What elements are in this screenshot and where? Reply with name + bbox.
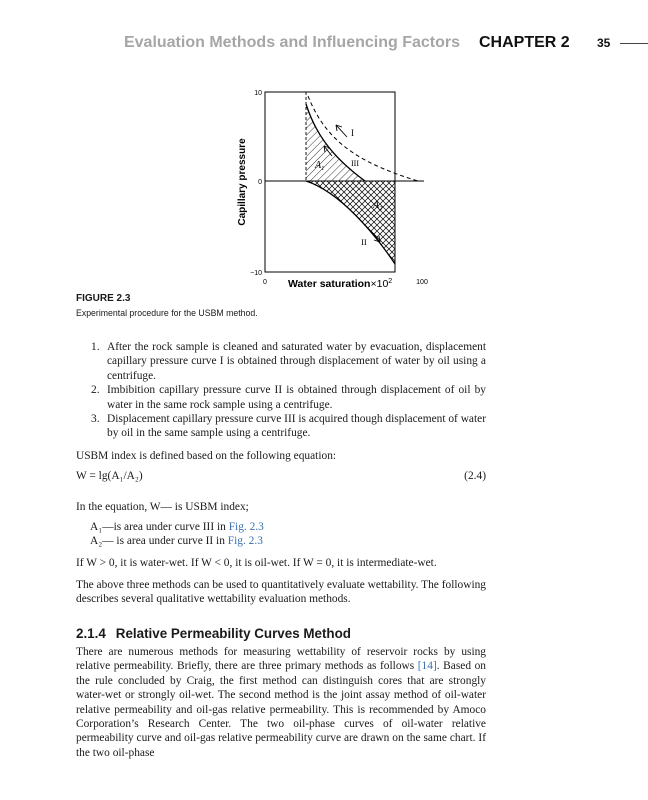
chapter-label: CHAPTER 2 (479, 34, 570, 51)
procedure-step: 3. Displacement capillary pressure curve III is acquired though displacement of water by oil in the same sample using a centrifuge. (91, 413, 486, 440)
curve-i-label: I (351, 128, 354, 138)
wettability-conditions: If W > 0, it is water-wet. If W < 0, it is oil-wet. If W = 0, it is intermediate-wet. (76, 557, 437, 569)
running-header (0, 34, 648, 54)
y-tick-top: 10 (254, 90, 262, 97)
figure-label: FIGURE 2.3 (76, 293, 131, 304)
area-a2-label: $A_2$ (373, 200, 383, 212)
y-tick-zero: 0 (258, 179, 262, 186)
equation-2-4 (76, 470, 486, 482)
y-axis-label: Capillary pressure (237, 138, 248, 226)
area-a2 (306, 181, 395, 264)
y-tick-bottom: −10 (250, 270, 262, 277)
x-axis-label: Water $saturation\times 10^2$ (288, 278, 393, 290)
area-a1-label: $A_1$ (315, 160, 325, 172)
x-tick-end: 100 (416, 279, 428, 286)
capillary-pressure-figure (230, 84, 440, 296)
curve-i-arrow (336, 125, 347, 137)
curve-ii-label: II (361, 237, 367, 247)
section-heading: 2.1.4 Relative Permeability Curves Method (76, 626, 351, 641)
figure-link[interactable]: Fig. 2.3 (228, 521, 264, 533)
running-section-title: Evaluation Methods and Influencing Factors (123, 34, 460, 51)
procedure-step: 1. After the rock sample is cleaned and saturated water by evacuation, displacement capillary pressure curve I is obtained through displacement of water by oil using a centrifuge. (91, 341, 486, 382)
equation-text: W = lg(A₁/A₂) (76, 470, 143, 482)
header-rule (620, 43, 648, 44)
page-number: 35 (597, 36, 611, 50)
def-a2: A₂— is area under curve II in Fig. 2.3 (90, 535, 263, 548)
equation-note: In the equation, W— is USBM index; (76, 501, 249, 513)
equation-number: (2.4) (464, 470, 486, 482)
figure-link[interactable]: Fig. 2.3 (227, 535, 263, 548)
reference-link[interactable]: [14] (417, 660, 437, 673)
figure-caption: Experimental procedure for the USBM method. (76, 308, 258, 319)
x-tick-start: 0 (263, 279, 267, 286)
procedure-step: 2. Imbibition capillary pressure curve II is obtained through displacement of oil by water in the same rock sample using a centrifuge. (91, 384, 486, 411)
relative-permeability-paragraph: There are numerous methods for measuring wettability of reservoir rocks by using relative permeability. Briefly, there are three primary methods as follows [14]. Based on the rule concluded by Craig, the first method can distinguish cores that are strongly water-wet or strongly oil-wet. The second method is the joint assay method of oil-water relative permeability and oil-gas relative permeability. This is recommended by Amoco Corporation’s Research Center. The two oil-phase curves of oil-water relative permeability curve and oil-gas relative permeability curve are drawn on the same chart. If the two oil-phase (76, 646, 486, 759)
area-definitions (90, 520, 264, 549)
def-a1: A₁—is area under curve III in Fig. 2.3 (90, 521, 264, 533)
methods-paragraph: The above three methods can be used to quantitatively evaluate wettability. The following describes several qualitative wettability evaluation methods. (76, 579, 486, 606)
usbm-intro: USBM index is defined based on the following equation: (76, 450, 337, 462)
procedure-steps (91, 340, 486, 441)
curve-iii-label: III (351, 159, 359, 168)
